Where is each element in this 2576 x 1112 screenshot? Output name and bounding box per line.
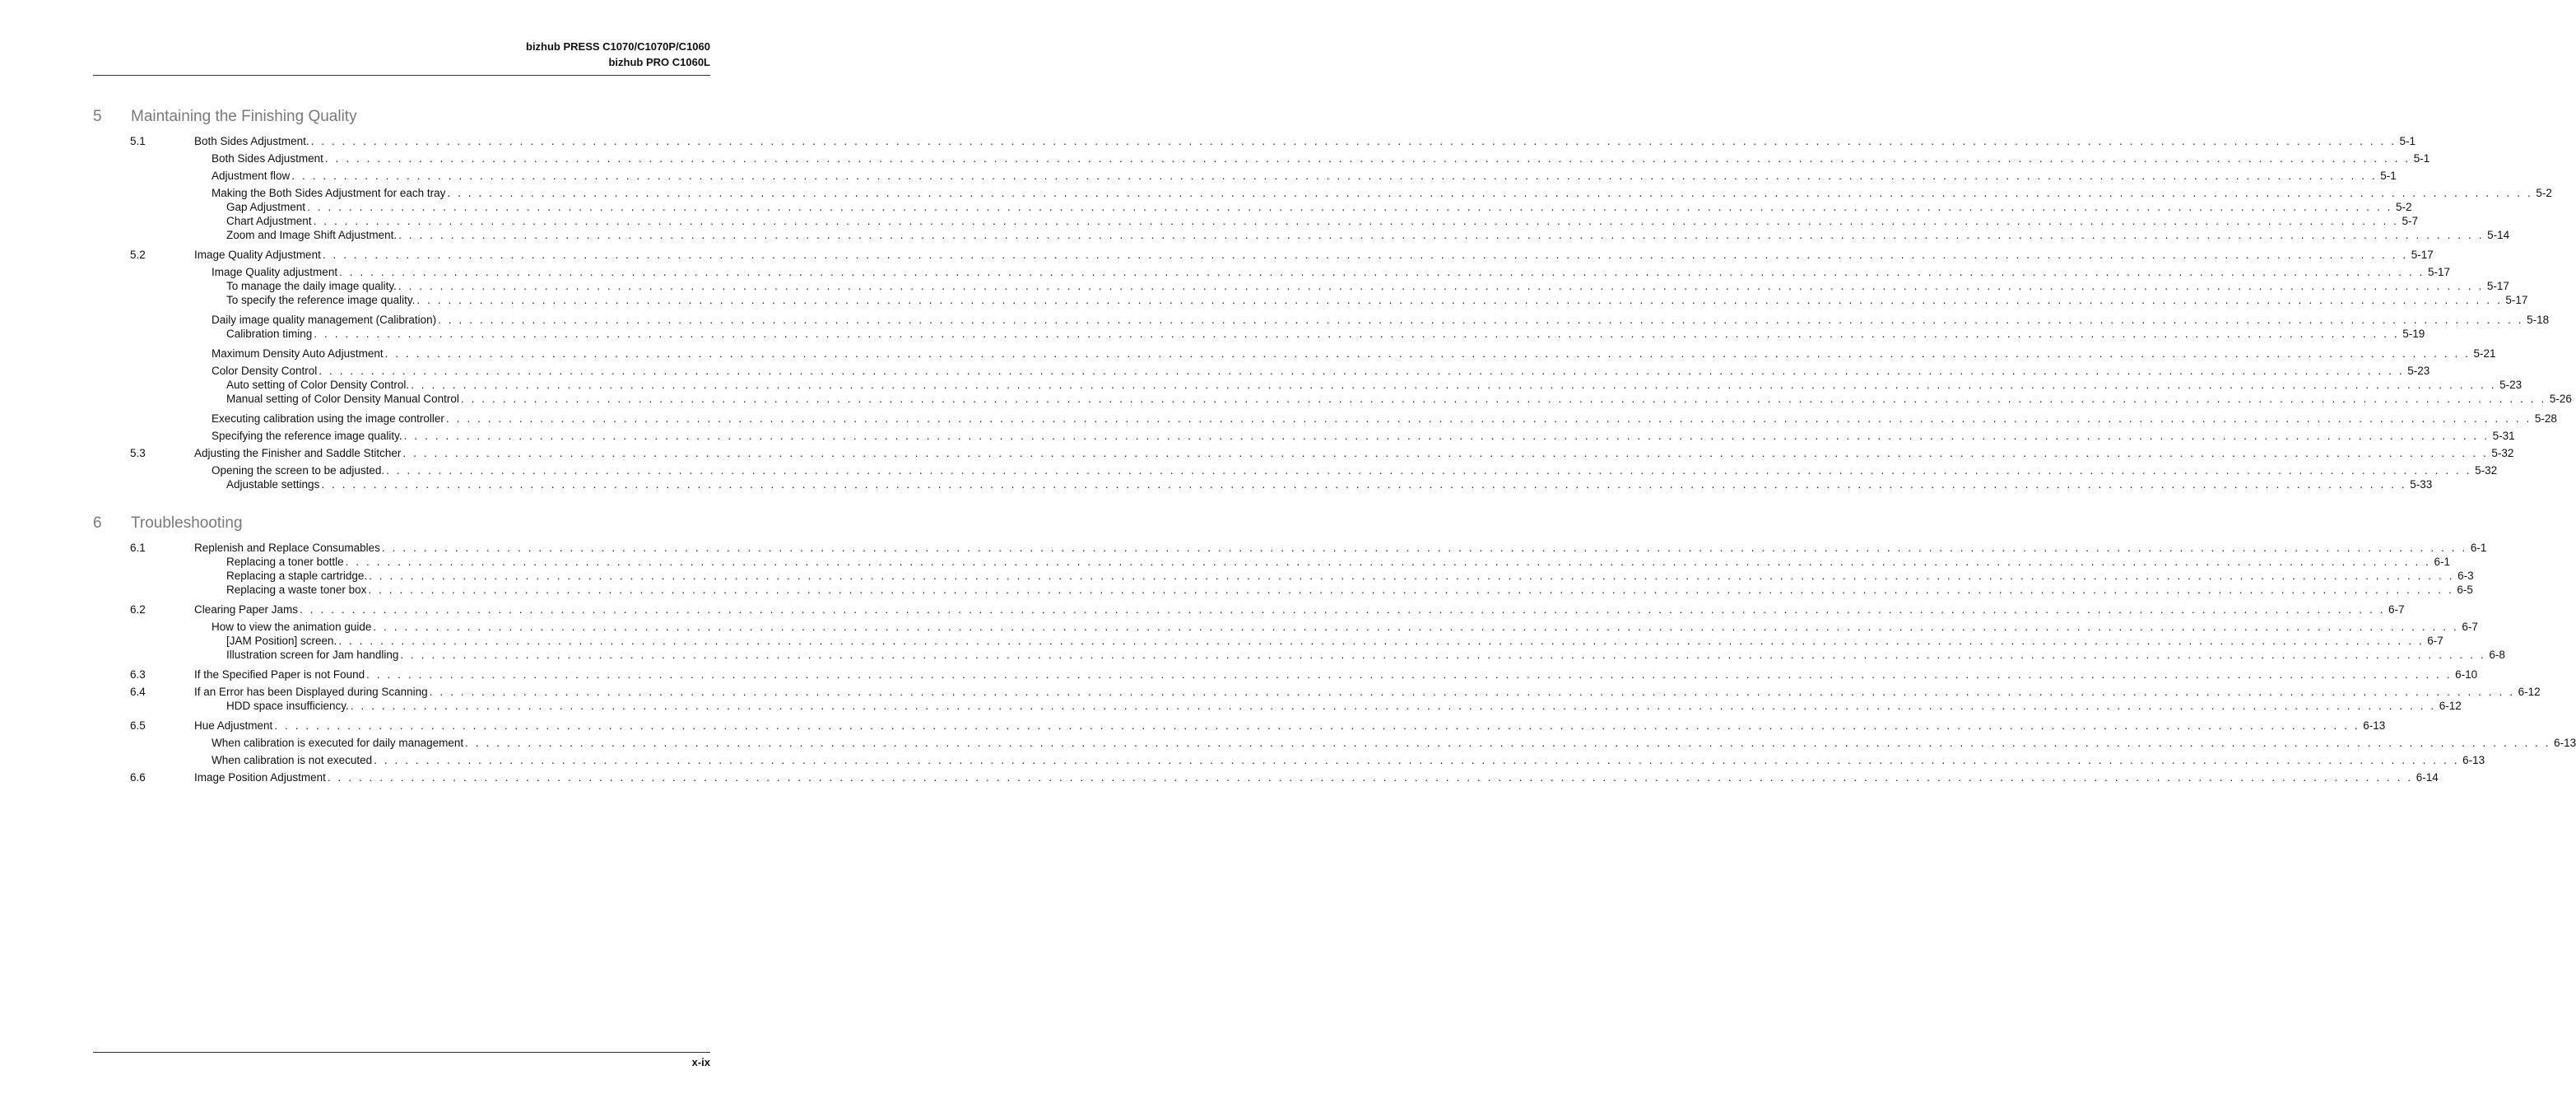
entry-page-number: 6-13	[2462, 754, 2485, 766]
toc-entry[interactable]	[93, 347, 2496, 361]
section-number: 5.2	[130, 249, 146, 261]
entry-title: Image Quality Adjustment	[194, 249, 321, 261]
toc-entry[interactable]	[93, 569, 2474, 583]
chapter-title: Troubleshooting	[131, 514, 243, 532]
dot-leader: . . . . . . . . . . . . . . . . . . . . . . . . . . . . . . . . . . . . . . . . . . . . . . . . . . . . . . . . . . . . . . . . . . . . . . . . . . . . . . . . . . . . . . . . . . . . . . . . . . . . . . . . . . . . . . . . . . . . . . . . . . . . . . . . . . . . . . . . . . . . . . . . . . . . . . . . . . . . . . . . . . . . . . . . . . . . . . . . . . . . . . . . . . . . . . . . . . . . . . . .	[381, 542, 2467, 554]
dot-leader: . . . . . . . . . . . . . . . . . . . . . . . . . . . . . . . . . . . . . . . . . . . . . . . . . . . . . . . . . . . . . . . . . . . . . . . . . . . . . . . . . . . . . . . . . . . . . . . . . . . . . . . . . . . . . . . . . . . . . . . . . . . . . . . . . . . . . . . . . . . . . . . . . . . . . . . . . . . . . . . . . . . . . . . . . . . . . . . . . . . . . . . . . . . . . . . . . . . . . . . .	[400, 649, 2486, 661]
toc-entry[interactable]	[93, 214, 2419, 228]
toc-entry[interactable]	[93, 555, 2451, 569]
dot-leader: . . . . . . . . . . . . . . . . . . . . . . . . . . . . . . . . . . . . . . . . . . . . . . . . . . . . . . . . . . . . . . . . . . . . . . . . . . . . . . . . . . . . . . . . . . . . . . . . . . . . . . . . . . . . . . . . . . . . . . . . . . . . . . . . . . . . . . . . . . . . . . . . . . . . . . . . . . . . . . . . . . . . . . . . . . . . . . . . . . . . . . . . . . . . . . . . . . . . . . . .	[313, 215, 2399, 227]
entry-title: Daily image quality management (Calibration)	[212, 314, 437, 326]
entry-title: Manual setting of Color Density Manual Control	[226, 393, 459, 405]
entry-page-number: 5-23	[2499, 379, 2523, 391]
section-number: 6.6	[130, 771, 146, 784]
toc-entry[interactable]	[93, 541, 2487, 555]
section-number: 6.1	[130, 542, 146, 554]
entry-page-number: 5-17	[2505, 294, 2528, 306]
entry-title: Specifying the reference image quality.	[212, 430, 402, 442]
entry-title: Chart Adjustment	[226, 215, 312, 227]
entry-title: Image Position Adjustment	[194, 771, 326, 784]
toc-entry[interactable]	[93, 364, 2430, 378]
dot-leader: . . . . . . . . . . . . . . . . . . . . . . . . . . . . . . . . . . . . . . . . . . . . . . . . . . . . . . . . . . . . . . . . . . . . . . . . . . . . . . . . . . . . . . . . . . . . . . . . . . . . . . . . . . . . . . . . . . . . . . . . . . . . . . . . . . . . . . . . . . . . . . . . . . . . . . . . . . . . . . . . . . . . . . . . . . . . . . . . . . . . . . . . . . . . . . . . . . . . . . . .	[398, 229, 2485, 241]
toc-entry[interactable]	[93, 620, 2478, 634]
dot-leader: . . . . . . . . . . . . . . . . . . . . . . . . . . . . . . . . . . . . . . . . . . . . . . . . . . . . . . . . . . . . . . . . . . . . . . . . . . . . . . . . . . . . . . . . . . . . . . . . . . . . . . . . . . . . . . . . . . . . . . . . . . . . . . . . . . . . . . . . . . . . . . . . . . . . . . . . . . . . . . . . . . . . . . . . . . . . . . . . . . . . . . . . . . . . . . . . . . . . . . . .	[350, 700, 2436, 712]
toc-entry[interactable]	[93, 429, 2515, 443]
entry-page-number: 6-13	[2363, 719, 2386, 732]
section-number: 6.5	[130, 719, 146, 732]
header-rule	[93, 75, 710, 76]
entry-page-number: 6-7	[2427, 635, 2443, 647]
entry-page-number: 5-26	[2549, 393, 2572, 405]
dot-leader: . . . . . . . . . . . . . . . . . . . . . . . . . . . . . . . . . . . . . . . . . . . . . . . . . . . . . . . . . . . . . . . . . . . . . . . . . . . . . . . . . . . . . . . . . . . . . . . . . . . . . . . . . . . . . . . . . . . . . . . . . . . . . . . . . . . . . . . . . . . . . . . . . . . . . . . . . . . . . . . . . . . . . . . . . . . . . . . . . . . . . . . . . . . . . . . . . . . . . . . .	[291, 170, 2378, 182]
toc-entry[interactable]	[93, 603, 2405, 616]
entry-page-number: 6-1	[2470, 542, 2487, 554]
dot-leader: . . . . . . . . . . . . . . . . . . . . . . . . . . . . . . . . . . . . . . . . . . . . . . . . . . . . . . . . . . . . . . . . . . . . . . . . . . . . . . . . . . . . . . . . . . . . . . . . . . . . . . . . . . . . . . . . . . . . . . . . . . . . . . . . . . . . . . . . . . . . . . . . . . . . . . . . . . . . . . . . . . . . . . . . . . . . . . . . . . . . . . . . . . . . . . . . . . . . . . . .	[369, 570, 2455, 582]
toc-entry[interactable]	[93, 648, 2505, 662]
dot-leader: . . . . . . . . . . . . . . . . . . . . . . . . . . . . . . . . . . . . . . . . . . . . . . . . . . . . . . . . . . . . . . . . . . . . . . . . . . . . . . . . . . . . . . . . . . . . . . . . . . . . . . . . . . . . . . . . . . . . . . . . . . . . . . . . . . . . . . . . . . . . . . . . . . . . . . . . . . . . . . . . . . . . . . . . . . . . . . . . . . . . . . . . . . . . . . . . . . . . . . . .	[398, 280, 2484, 292]
toc-entry[interactable]	[93, 412, 2557, 426]
entry-page-number: 5-1	[2413, 152, 2430, 165]
dot-leader: . . . . . . . . . . . . . . . . . . . . . . . . . . . . . . . . . . . . . . . . . . . . . . . . . . . . . . . . . . . . . . . . . . . . . . . . . . . . . . . . . . . . . . . . . . . . . . . . . . . . . . . . . . . . . . . . . . . . . . . . . . . . . . . . . . . . . . . . . . . . . . . . . . . . . . . . . . . . . . . . . . . . . . . . . . . . . . . . . . . . . . . . . . . . . . . . . . . . . . . .	[307, 201, 2393, 213]
section-number: 6.2	[130, 603, 146, 616]
dot-leader: . . . . . . . . . . . . . . . . . . . . . . . . . . . . . . . . . . . . . . . . . . . . . . . . . . . . . . . . . . . . . . . . . . . . . . . . . . . . . . . . . . . . . . . . . . . . . . . . . . . . . . . . . . . . . . . . . . . . . . . . . . . . . . . . . . . . . . . . . . . . . . . . . . . . . . . . . . . . . . . . . . . . . . . . . . . . . . . . . . . . . . . . . . . . . . . . . . . . . . . .	[345, 556, 2431, 568]
dot-leader: . . . . . . . . . . . . . . . . . . . . . . . . . . . . . . . . . . . . . . . . . . . . . . . . . . . . . . . . . . . . . . . . . . . . . . . . . . . . . . . . . . . . . . . . . . . . . . . . . . . . . . . . . . . . . . . . . . . . . . . . . . . . . . . . . . . . . . . . . . . . . . . . . . . . . . . . . . . . . . . . . . . . . . . . . . . . . . . . . . . . . . . . . . . . . . . . . . . . . . . .	[386, 464, 2472, 477]
dot-leader: . . . . . . . . . . . . . . . . . . . . . . . . . . . . . . . . . . . . . . . . . . . . . . . . . . . . . . . . . . . . . . . . . . . . . . . . . . . . . . . . . . . . . . . . . . . . . . . . . . . . . . . . . . . . . . . . . . . . . . . . . . . . . . . . . . . . . . . . . . . . . . . . . . . . . . . . . . . . . . . . . . . . . . . . . . . . . . . . . . . . . . . . . . . . . . . . . . . . . . . .	[339, 266, 2425, 278]
entry-page-number: 6-12	[2439, 700, 2462, 712]
entry-title: Adjusting the Finisher and Saddle Stitcher	[194, 447, 402, 459]
entry-page-number: 6-13	[2554, 737, 2576, 749]
toc-entry[interactable]	[93, 753, 2485, 767]
dot-leader: . . . . . . . . . . . . . . . . . . . . . . . . . . . . . . . . . . . . . . . . . . . . . . . . . . . . . . . . . . . . . . . . . . . . . . . . . . . . . . . . . . . . . . . . . . . . . . . . . . . . . . . . . . . . . . . . . . . . . . . . . . . . . . . . . . . . . . . . . . . . . . . . . . . . . . . . . . . . . . . . . . . . . . . . . . . . . . . . . . . . . . . . . . . . . . . . . . . . . . . .	[465, 737, 2551, 749]
entry-title: Adjustment flow	[212, 170, 291, 182]
entry-page-number: 6-8	[2489, 649, 2505, 661]
entry-page-number: 5-1	[2380, 170, 2397, 182]
entry-title: If the Specified Paper is not Found	[194, 668, 365, 681]
chapter-title: Maintaining the Finishing Quality	[131, 108, 357, 125]
dot-leader: . . . . . . . . . . . . . . . . . . . . . . . . . . . . . . . . . . . . . . . . . . . . . . . . . . . . . . . . . . . . . . . . . . . . . . . . . . . . . . . . . . . . . . . . . . . . . . . . . . . . . . . . . . . . . . . . . . . . . . . . . . . . . . . . . . . . . . . . . . . . . . . . . . . . . . . . . . . . . . . . . . . . . . . . . . . . . . . . . . . . . . . . . . . . . . . . . . . . . . . .	[402, 447, 2489, 459]
dot-leader: . . . . . . . . . . . . . . . . . . . . . . . . . . . . . . . . . . . . . . . . . . . . . . . . . . . . . . . . . . . . . . . . . . . . . . . . . . . . . . . . . . . . . . . . . . . . . . . . . . . . . . . . . . . . . . . . . . . . . . . . . . . . . . . . . . . . . . . . . . . . . . . . . . . . . . . . . . . . . . . . . . . . . . . . . . . . . . . . . . . . . . . . . . . . . . . . . . . . . . . .	[274, 719, 2360, 732]
entry-page-number: 5-21	[2473, 347, 2496, 360]
dot-leader: . . . . . . . . . . . . . . . . . . . . . . . . . . . . . . . . . . . . . . . . . . . . . . . . . . . . . . . . . . . . . . . . . . . . . . . . . . . . . . . . . . . . . . . . . . . . . . . . . . . . . . . . . . . . . . . . . . . . . . . . . . . . . . . . . . . . . . . . . . . . . . . . . . . . . . . . . . . . . . . . . . . . . . . . . . . . . . . . . . . . . . . . . . . . . . . . . . . . . . . .	[322, 249, 2408, 261]
entry-page-number: 5-17	[2411, 249, 2434, 261]
entry-title: Zoom and Image Shift Adjustment.	[226, 229, 398, 241]
dot-leader: . . . . . . . . . . . . . . . . . . . . . . . . . . . . . . . . . . . . . . . . . . . . . . . . . . . . . . . . . . . . . . . . . . . . . . . . . . . . . . . . . . . . . . . . . . . . . . . . . . . . . . . . . . . . . . . . . . . . . . . . . . . . . . . . . . . . . . . . . . . . . . . . . . . . . . . . . . . . . . . . . . . . . . . . . . . . . . . . . . . . . . . . . . . . . . . . . . . . . . . .	[321, 478, 2407, 491]
toc-entry[interactable]	[93, 327, 2425, 341]
entry-page-number: 5-32	[2491, 447, 2514, 459]
section-number: 5.1	[130, 135, 146, 147]
entry-title: Replenish and Replace Consumables	[194, 542, 380, 554]
dot-leader: . . . . . . . . . . . . . . . . . . . . . . . . . . . . . . . . . . . . . . . . . . . . . . . . . . . . . . . . . . . . . . . . . . . . . . . . . . . . . . . . . . . . . . . . . . . . . . . . . . . . . . . . . . . . . . . . . . . . . . . . . . . . . . . . . . . . . . . . . . . . . . . . . . . . . . . . . . . . . . . . . . . . . . . . . . . . . . . . . . . . . . . . . . . . . . . . . . . . . . . .	[416, 294, 2503, 306]
entry-title: Auto setting of Color Density Control.	[226, 379, 410, 391]
entry-title: [JAM Position] screen.	[226, 635, 337, 647]
dot-leader: . . . . . . . . . . . . . . . . . . . . . . . . . . . . . . . . . . . . . . . . . . . . . . . . . . . . . . . . . . . . . . . . . . . . . . . . . . . . . . . . . . . . . . . . . . . . . . . . . . . . . . . . . . . . . . . . . . . . . . . . . . . . . . . . . . . . . . . . . . . . . . . . . . . . . . . . . . . . . . . . . . . . . . . . . . . . . . . . . . . . . . . . . . . . . . . . . . . . . . . .	[429, 686, 2515, 698]
entry-page-number: 5-19	[2402, 328, 2425, 340]
section-number: 5.3	[130, 447, 146, 459]
dot-leader: . . . . . . . . . . . . . . . . . . . . . . . . . . . . . . . . . . . . . . . . . . . . . . . . . . . . . . . . . . . . . . . . . . . . . . . . . . . . . . . . . . . . . . . . . . . . . . . . . . . . . . . . . . . . . . . . . . . . . . . . . . . . . . . . . . . . . . . . . . . . . . . . . . . . . . . . . . . . . . . . . . . . . . . . . . . . . . . . . . . . . . . . . . . . . . . . . . . . . . . .	[447, 187, 2533, 199]
toc-entry[interactable]	[93, 186, 2552, 200]
entry-page-number: 5-33	[2410, 478, 2433, 491]
toc-entry[interactable]	[93, 736, 2576, 750]
toc-entry[interactable]	[93, 583, 2473, 597]
entry-title: Illustration screen for Jam handling	[226, 649, 399, 661]
entry-page-number: 6-7	[2388, 603, 2405, 616]
entry-title: Executing calibration using the image controller	[212, 412, 444, 425]
chapter-heading	[93, 108, 710, 128]
section-number: 6.3	[130, 668, 146, 681]
toc-entry[interactable]	[93, 279, 2509, 293]
dot-leader: . . . . . . . . . . . . . . . . . . . . . . . . . . . . . . . . . . . . . . . . . . . . . . . . . . . . . . . . . . . . . . . . . . . . . . . . . . . . . . . . . . . . . . . . . . . . . . . . . . . . . . . . . . . . . . . . . . . . . . . . . . . . . . . . . . . . . . . . . . . . . . . . . . . . . . . . . . . . . . . . . . . . . . . . . . . . . . . . . . . . . . . . . . . . . . . . . . . . . . . .	[368, 584, 2454, 596]
dot-leader: . . . . . . . . . . . . . . . . . . . . . . . . . . . . . . . . . . . . . . . . . . . . . . . . . . . . . . . . . . . . . . . . . . . . . . . . . . . . . . . . . . . . . . . . . . . . . . . . . . . . . . . . . . . . . . . . . . . . . . . . . . . . . . . . . . . . . . . . . . . . . . . . . . . . . . . . . . . . . . . . . . . . . . . . . . . . . . . . . . . . . . . . . . . . . . . . . . . . . . . .	[327, 771, 2413, 784]
toc-entry[interactable]	[93, 228, 2510, 242]
dot-leader: . . . . . . . . . . . . . . . . . . . . . . . . . . . . . . . . . . . . . . . . . . . . . . . . . . . . . . . . . . . . . . . . . . . . . . . . . . . . . . . . . . . . . . . . . . . . . . . . . . . . . . . . . . . . . . . . . . . . . . . . . . . . . . . . . . . . . . . . . . . . . . . . . . . . . . . . . . . . . . . . . . . . . . . . . . . . . . . . . . . . . . . . . . . . . . . . . . . . . . . .	[460, 393, 2546, 405]
dot-leader: . . . . . . . . . . . . . . . . . . . . . . . . . . . . . . . . . . . . . . . . . . . . . . . . . . . . . . . . . . . . . . . . . . . . . . . . . . . . . . . . . . . . . . . . . . . . . . . . . . . . . . . . . . . . . . . . . . . . . . . . . . . . . . . . . . . . . . . . . . . . . . . . . . . . . . . . . . . . . . . . . . . . . . . . . . . . . . . . . . . . . . . . . . . . . . . . . . . . . . . .	[373, 621, 2459, 633]
toc-entry[interactable]	[93, 265, 2451, 279]
toc-entry[interactable]	[93, 151, 2430, 165]
entry-title: Hue Adjustment	[194, 719, 273, 732]
entry-page-number: 5-2	[2396, 201, 2412, 213]
chapter-5	[93, 108, 2572, 491]
toc-entry[interactable]	[93, 169, 2397, 183]
dot-leader: . . . . . . . . . . . . . . . . . . . . . . . . . . . . . . . . . . . . . . . . . . . . . . . . . . . . . . . . . . . . . . . . . . . . . . . . . . . . . . . . . . . . . . . . . . . . . . . . . . . . . . . . . . . . . . . . . . . . . . . . . . . . . . . . . . . . . . . . . . . . . . . . . . . . . . . . . . . . . . . . . . . . . . . . . . . . . . . . . . . . . . . . . . . . . . . . . . . . . . . .	[445, 412, 2532, 425]
dot-leader: . . . . . . . . . . . . . . . . . . . . . . . . . . . . . . . . . . . . . . . . . . . . . . . . . . . . . . . . . . . . . . . . . . . . . . . . . . . . . . . . . . . . . . . . . . . . . . . . . . . . . . . . . . . . . . . . . . . . . . . . . . . . . . . . . . . . . . . . . . . . . . . . . . . . . . . . . . . . . . . . . . . . . . . . . . . . . . . . . . . . . . . . . . . . . . . . . . . . . . . .	[300, 603, 2386, 616]
entry-page-number: 6-14	[2416, 771, 2439, 784]
entry-page-number: 5-7	[2402, 215, 2419, 227]
entry-title: When calibration is executed for daily management	[212, 737, 464, 749]
toc-entry[interactable]	[93, 685, 2541, 699]
entry-title: Replacing a waste toner box	[226, 584, 367, 596]
entry-page-number: 6-1	[2434, 556, 2451, 568]
toc-entry[interactable]	[93, 378, 2523, 392]
toc-entry[interactable]	[93, 668, 2478, 682]
entry-title: If an Error has been Displayed during Scanning	[194, 686, 428, 698]
entry-page-number: 5-1	[2399, 135, 2416, 147]
entry-page-number: 6-12	[2518, 686, 2541, 698]
toc-entry[interactable]	[93, 634, 2443, 648]
entry-page-number: 5-17	[2428, 266, 2451, 278]
dot-leader: . . . . . . . . . . . . . . . . . . . . . . . . . . . . . . . . . . . . . . . . . . . . . . . . . . . . . . . . . . . . . . . . . . . . . . . . . . . . . . . . . . . . . . . . . . . . . . . . . . . . . . . . . . . . . . . . . . . . . . . . . . . . . . . . . . . . . . . . . . . . . . . . . . . . . . . . . . . . . . . . . . . . . . . . . . . . . . . . . . . . . . . . . . . . . . . . . . . . . . . .	[403, 430, 2490, 442]
dot-leader: . . . . . . . . . . . . . . . . . . . . . . . . . . . . . . . . . . . . . . . . . . . . . . . . . . . . . . . . . . . . . . . . . . . . . . . . . . . . . . . . . . . . . . . . . . . . . . . . . . . . . . . . . . . . . . . . . . . . . . . . . . . . . . . . . . . . . . . . . . . . . . . . . . . . . . . . . . . . . . . . . . . . . . . . . . . . . . . . . . . . . . . . . . . . . . . . . . . . . . . .	[314, 328, 2400, 340]
section-number: 6.4	[130, 686, 146, 698]
entry-title: How to view the animation guide	[212, 621, 372, 633]
entry-title: Adjustable settings	[226, 478, 320, 491]
toc-entry[interactable]	[93, 134, 2416, 148]
toc-entry[interactable]	[93, 392, 2572, 406]
entry-page-number: 6-5	[2457, 584, 2473, 596]
chapter-number: 6	[93, 514, 102, 532]
entry-page-number: 5-14	[2487, 229, 2510, 241]
entry-title: Making the Both Sides Adjustment for each tray	[212, 187, 446, 199]
entry-page-number: 5-18	[2527, 314, 2550, 326]
entry-title: Color Density Control	[212, 365, 318, 377]
toc-entry[interactable]	[93, 770, 2439, 784]
entry-title: Both Sides Adjustment.	[194, 135, 309, 147]
entry-title: Gap Adjustment	[226, 201, 306, 213]
entry-page-number: 5-2	[2536, 187, 2552, 199]
dot-leader: . . . . . . . . . . . . . . . . . . . . . . . . . . . . . . . . . . . . . . . . . . . . . . . . . . . . . . . . . . . . . . . . . . . . . . . . . . . . . . . . . . . . . . . . . . . . . . . . . . . . . . . . . . . . . . . . . . . . . . . . . . . . . . . . . . . . . . . . . . . . . . . . . . . . . . . . . . . . . . . . . . . . . . . . . . . . . . . . . . . . . . . . . . . . . . . . . . . . . . . .	[310, 135, 2397, 147]
dot-leader: . . . . . . . . . . . . . . . . . . . . . . . . . . . . . . . . . . . . . . . . . . . . . . . . . . . . . . . . . . . . . . . . . . . . . . . . . . . . . . . . . . . . . . . . . . . . . . . . . . . . . . . . . . . . . . . . . . . . . . . . . . . . . . . . . . . . . . . . . . . . . . . . . . . . . . . . . . . . . . . . . . . . . . . . . . . . . . . . . . . . . . . . . . . . . . . . . . . . . . . .	[338, 635, 2425, 647]
dot-leader: . . . . . . . . . . . . . . . . . . . . . . . . . . . . . . . . . . . . . . . . . . . . . . . . . . . . . . . . . . . . . . . . . . . . . . . . . . . . . . . . . . . . . . . . . . . . . . . . . . . . . . . . . . . . . . . . . . . . . . . . . . . . . . . . . . . . . . . . . . . . . . . . . . . . . . . . . . . . . . . . . . . . . . . . . . . . . . . . . . . . . . . . . . . . . . . . . . . . . . . .	[384, 347, 2471, 360]
entry-page-number: 6-3	[2457, 570, 2474, 582]
entry-title: Clearing Paper Jams	[194, 603, 299, 616]
toc-entry[interactable]	[93, 463, 2498, 477]
dot-leader: . . . . . . . . . . . . . . . . . . . . . . . . . . . . . . . . . . . . . . . . . . . . . . . . . . . . . . . . . . . . . . . . . . . . . . . . . . . . . . . . . . . . . . . . . . . . . . . . . . . . . . . . . . . . . . . . . . . . . . . . . . . . . . . . . . . . . . . . . . . . . . . . . . . . . . . . . . . . . . . . . . . . . . . . . . . . . . . . . . . . . . . . . . . . . . . . . . . . . . . .	[366, 668, 2453, 681]
dot-leader: . . . . . . . . . . . . . . . . . . . . . . . . . . . . . . . . . . . . . . . . . . . . . . . . . . . . . . . . . . . . . . . . . . . . . . . . . . . . . . . . . . . . . . . . . . . . . . . . . . . . . . . . . . . . . . . . . . . . . . . . . . . . . . . . . . . . . . . . . . . . . . . . . . . . . . . . . . . . . . . . . . . . . . . . . . . . . . . . . . . . . . . . . . . . . . . . . . . . . . . .	[374, 754, 2460, 766]
entry-title: When calibration is not executed	[212, 754, 373, 766]
entry-title: To manage the daily image quality.	[226, 280, 397, 292]
entry-title: Opening the screen to be adjusted.	[212, 464, 385, 477]
header-product-line-1: bizhub PRESS C1070/C1070P/C1060	[526, 40, 710, 53]
entry-title: Replacing a staple cartridge.	[226, 570, 368, 582]
entry-page-number: 6-10	[2455, 668, 2478, 681]
toc-entry[interactable]	[93, 200, 2412, 214]
toc-entry[interactable]	[93, 446, 2514, 460]
chapter-heading	[93, 514, 710, 534]
toc-entry[interactable]	[93, 699, 2462, 713]
entry-title: Both Sides Adjustment	[212, 152, 323, 165]
header-product-line-2: bizhub PRO C1060L	[608, 56, 710, 68]
dot-leader: . . . . . . . . . . . . . . . . . . . . . . . . . . . . . . . . . . . . . . . . . . . . . . . . . . . . . . . . . . . . . . . . . . . . . . . . . . . . . . . . . . . . . . . . . . . . . . . . . . . . . . . . . . . . . . . . . . . . . . . . . . . . . . . . . . . . . . . . . . . . . . . . . . . . . . . . . . . . . . . . . . . . . . . . . . . . . . . . . . . . . . . . . . . . . . . . . . . . . . . .	[324, 152, 2411, 165]
dot-leader: . . . . . . . . . . . . . . . . . . . . . . . . . . . . . . . . . . . . . . . . . . . . . . . . . . . . . . . . . . . . . . . . . . . . . . . . . . . . . . . . . . . . . . . . . . . . . . . . . . . . . . . . . . . . . . . . . . . . . . . . . . . . . . . . . . . . . . . . . . . . . . . . . . . . . . . . . . . . . . . . . . . . . . . . . . . . . . . . . . . . . . . . . . . . . . . . . . . . . . . .	[438, 314, 2524, 326]
document-header	[526, 39, 710, 70]
entry-title: Maximum Density Auto Adjustment	[212, 347, 384, 360]
chapter-6	[93, 514, 2576, 784]
toc-entry[interactable]	[93, 313, 2550, 327]
entry-title: HDD space insufficiency.	[226, 700, 349, 712]
footer-rule	[93, 1052, 710, 1053]
entry-page-number: 5-31	[2492, 430, 2515, 442]
entry-title: Replacing a toner bottle	[226, 556, 344, 568]
entry-page-number: 5-32	[2475, 464, 2498, 477]
entry-page-number: 5-17	[2486, 280, 2509, 292]
dot-leader: . . . . . . . . . . . . . . . . . . . . . . . . . . . . . . . . . . . . . . . . . . . . . . . . . . . . . . . . . . . . . . . . . . . . . . . . . . . . . . . . . . . . . . . . . . . . . . . . . . . . . . . . . . . . . . . . . . . . . . . . . . . . . . . . . . . . . . . . . . . . . . . . . . . . . . . . . . . . . . . . . . . . . . . . . . . . . . . . . . . . . . . . . . . . . . . . . . . . . . . .	[411, 379, 2497, 391]
entry-page-number: 5-23	[2407, 365, 2430, 377]
toc-entry[interactable]	[93, 293, 2528, 307]
chapter-number: 5	[93, 108, 102, 125]
entry-page-number: 6-7	[2462, 621, 2478, 633]
toc-entry[interactable]	[93, 248, 2434, 262]
entry-page-number: 5-28	[2534, 412, 2557, 425]
dot-leader: . . . . . . . . . . . . . . . . . . . . . . . . . . . . . . . . . . . . . . . . . . . . . . . . . . . . . . . . . . . . . . . . . . . . . . . . . . . . . . . . . . . . . . . . . . . . . . . . . . . . . . . . . . . . . . . . . . . . . . . . . . . . . . . . . . . . . . . . . . . . . . . . . . . . . . . . . . . . . . . . . . . . . . . . . . . . . . . . . . . . . . . . . . . . . . . . . . . . . . . .	[319, 365, 2405, 377]
entry-title: Calibration timing	[226, 328, 313, 340]
entry-title: To specify the reference image quality.	[226, 294, 416, 306]
page-number: x-ix	[691, 1056, 710, 1068]
toc-entry[interactable]	[93, 719, 2386, 733]
toc-entry[interactable]	[93, 477, 2433, 491]
entry-title: Image Quality adjustment	[212, 266, 338, 278]
